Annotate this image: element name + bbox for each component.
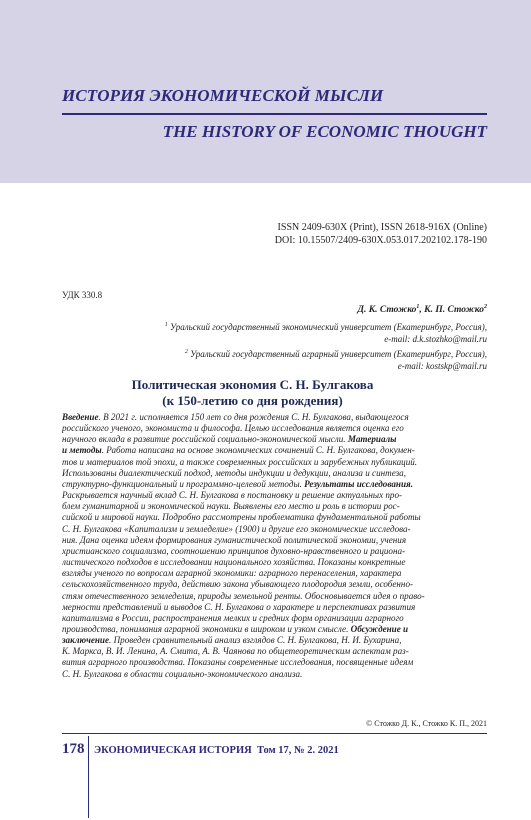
abstract-line xyxy=(62,445,487,456)
page-number-divider xyxy=(88,736,89,818)
abstract-heading: и методы xyxy=(62,445,102,456)
abstract-line xyxy=(62,479,487,490)
abstract xyxy=(62,412,487,680)
abstract-text: сийской и мировой науки. Подробно рассмотрены проблематика фундаментальной работы xyxy=(62,512,421,523)
abstract-line xyxy=(62,657,487,668)
author-affiliation-mark: 2 xyxy=(484,304,487,310)
abstract-text: сельскохозяйственного труда, действию закона убывающего плодородия земли, особенно- xyxy=(62,579,414,590)
issn-line: ISSN 2409-630X (Print), ISSN 2618-916X (Online) xyxy=(277,222,487,233)
author-name: К. П. Стожко xyxy=(424,305,484,316)
abstract-line xyxy=(62,613,487,624)
section-divider xyxy=(62,113,487,115)
author-affiliation-mark: 1 xyxy=(416,304,420,310)
abstract-text: вития аграрного производства. Показаны современные исследования, посвященные идеям xyxy=(62,657,414,668)
abstract-line xyxy=(62,546,487,557)
abstract-text: С. Н. Булгакова «Капитализм и земледелие» (1900) и другие его экономические исследова- xyxy=(62,523,411,534)
author-separator: , xyxy=(419,305,425,316)
journal-volume: Том 17, № 2. 2021 xyxy=(256,745,339,756)
abstract-text: листического подходов в исследовании национального хозяйства. Показаны конкретные xyxy=(62,557,406,568)
abstract-text: Раскрывается научный вклад С. Н. Булгакова в постановку и решение актуальных про- xyxy=(62,490,403,501)
abstract-text: тов и материалов той эпохи, а также современных российских и зарубежных публикаций. xyxy=(62,456,418,467)
abstract-text: мерности представлений и выводов С. Н. Булгакова о характере и перспективах развития xyxy=(62,601,416,612)
abstract-line xyxy=(62,412,487,423)
journal-footer xyxy=(94,745,339,756)
abstract-text: научного вклада в развитие российской социально-экономической мысли. xyxy=(62,434,348,445)
affiliation xyxy=(165,320,487,345)
abstract-text: производства, понимания аграрной экономики в широком и узком смысле. xyxy=(62,623,351,634)
affiliation-org: Уральский государственный аграрный университет (Екатеринбург, Россия), xyxy=(190,349,487,359)
abstract-text: российского ученого, экономиста и философа. Целью исследования является оценка его xyxy=(62,423,404,434)
abstract-line xyxy=(62,669,487,680)
abstract-text: структурно-функциональный и программно-целевой методы. xyxy=(62,478,305,489)
abstract-text: . В 2021 г. исполняется 150 лет со дня рождения С. Н. Булгакова, выдающегося xyxy=(98,412,409,422)
affiliation-mark: 2 xyxy=(184,349,188,355)
abstract-line xyxy=(62,423,487,434)
abstract-line xyxy=(62,624,487,635)
affiliation-mark: 1 xyxy=(164,322,168,328)
abstract-line xyxy=(62,512,487,523)
abstract-text: С. Н. Булгакова в области социально-экономического анализа. xyxy=(62,668,303,679)
abstract-text: капитализма в России, распространения мелких и средних форм организации аграрного xyxy=(62,612,404,623)
abstract-line xyxy=(62,535,487,546)
abstract-line xyxy=(62,501,487,512)
abstract-line xyxy=(62,635,487,646)
affiliation-email[interactable]: e-mail: kostskp@mail.ru xyxy=(397,360,487,371)
affiliation xyxy=(185,347,487,372)
doi-line[interactable]: DOI: 10.15507/2409-630X.053.017.202102.178-190 xyxy=(274,235,487,246)
abstract-text: К. Маркса, В. И. Ленина, А. Смита, А. В. Чаянова по общетеоретическим аспектам раз- xyxy=(62,646,409,657)
abstract-line xyxy=(62,591,487,602)
abstract-line xyxy=(62,490,487,501)
abstract-text: . Работа написана на основе экономических сочинений С. Н. Булгакова, докумен- xyxy=(101,445,415,456)
affiliation-org: Уральский государственный экономический университет (Екатеринбург, Россия), xyxy=(170,322,487,332)
abstract-text: ния. Дана оценка идеям формирования гуманистической политической экономии, учения xyxy=(62,534,407,545)
abstract-text: блем гуманитарной и экономической науки. Выявлены его место и роль в истории рос- xyxy=(62,501,400,512)
abstract-line xyxy=(62,468,487,479)
section-title-ru: ИСТОРИЯ ЭКОНОМИЧЕСКОЙ МЫСЛИ xyxy=(62,86,384,105)
abstract-line xyxy=(62,434,487,445)
abstract-line xyxy=(62,568,487,579)
article-title-line: Политическая экономия С. Н. Булгакова xyxy=(131,377,374,392)
abstract-line xyxy=(62,457,487,468)
abstract-line xyxy=(62,524,487,535)
affiliation-email[interactable]: e-mail: d.k.stozhko@mail.ru xyxy=(384,333,487,344)
abstract-heading: Материалы xyxy=(347,434,397,445)
authors-line xyxy=(357,304,487,315)
abstract-line xyxy=(62,579,487,590)
abstract-heading: Результаты исследования. xyxy=(304,478,413,489)
abstract-text: . Проведен сравнительный анализ взглядов С. Н. Булгакова, Н. И. Бухарина, xyxy=(109,635,402,646)
footer-divider xyxy=(62,733,487,734)
abstract-text: христианского социализма, соотношению принципов духовно-нравственного и рациона- xyxy=(62,545,406,556)
author-name: Д. К. Стожко xyxy=(357,305,417,316)
abstract-text: стям отечественного земледелия, природы земельной ренты. Обосновывается идея о право- xyxy=(62,590,425,601)
abstract-line xyxy=(62,602,487,613)
copyright-notice: © Стожко Д. К., Стожко К. П., 2021 xyxy=(366,719,487,728)
article-title-subline: (к 150-летию со дня рождения) xyxy=(162,393,343,408)
identifiers-block xyxy=(275,221,487,247)
abstract-text: Использованы диалектический подход, методы индукции и дедукции, анализа и синтеза, xyxy=(62,467,407,478)
abstract-heading: Введение xyxy=(62,412,99,422)
abstract-heading: заключение xyxy=(62,635,110,646)
abstract-text: взгляды ученого по вопросам аграрной экономики: аграрного перенаселения, характера xyxy=(62,568,402,579)
udk-code: УДК 330.8 xyxy=(62,290,103,300)
page-number: 178 xyxy=(62,741,85,757)
journal-name: ЭКОНОМИЧЕСКАЯ ИСТОРИЯ xyxy=(94,745,252,756)
abstract-line xyxy=(62,646,487,657)
abstract-heading: Обсуждение и xyxy=(350,623,409,634)
section-title-en: THE HISTORY OF ECONOMIC THOUGHT xyxy=(162,122,487,141)
article-title xyxy=(62,377,443,409)
abstract-line xyxy=(62,557,487,568)
